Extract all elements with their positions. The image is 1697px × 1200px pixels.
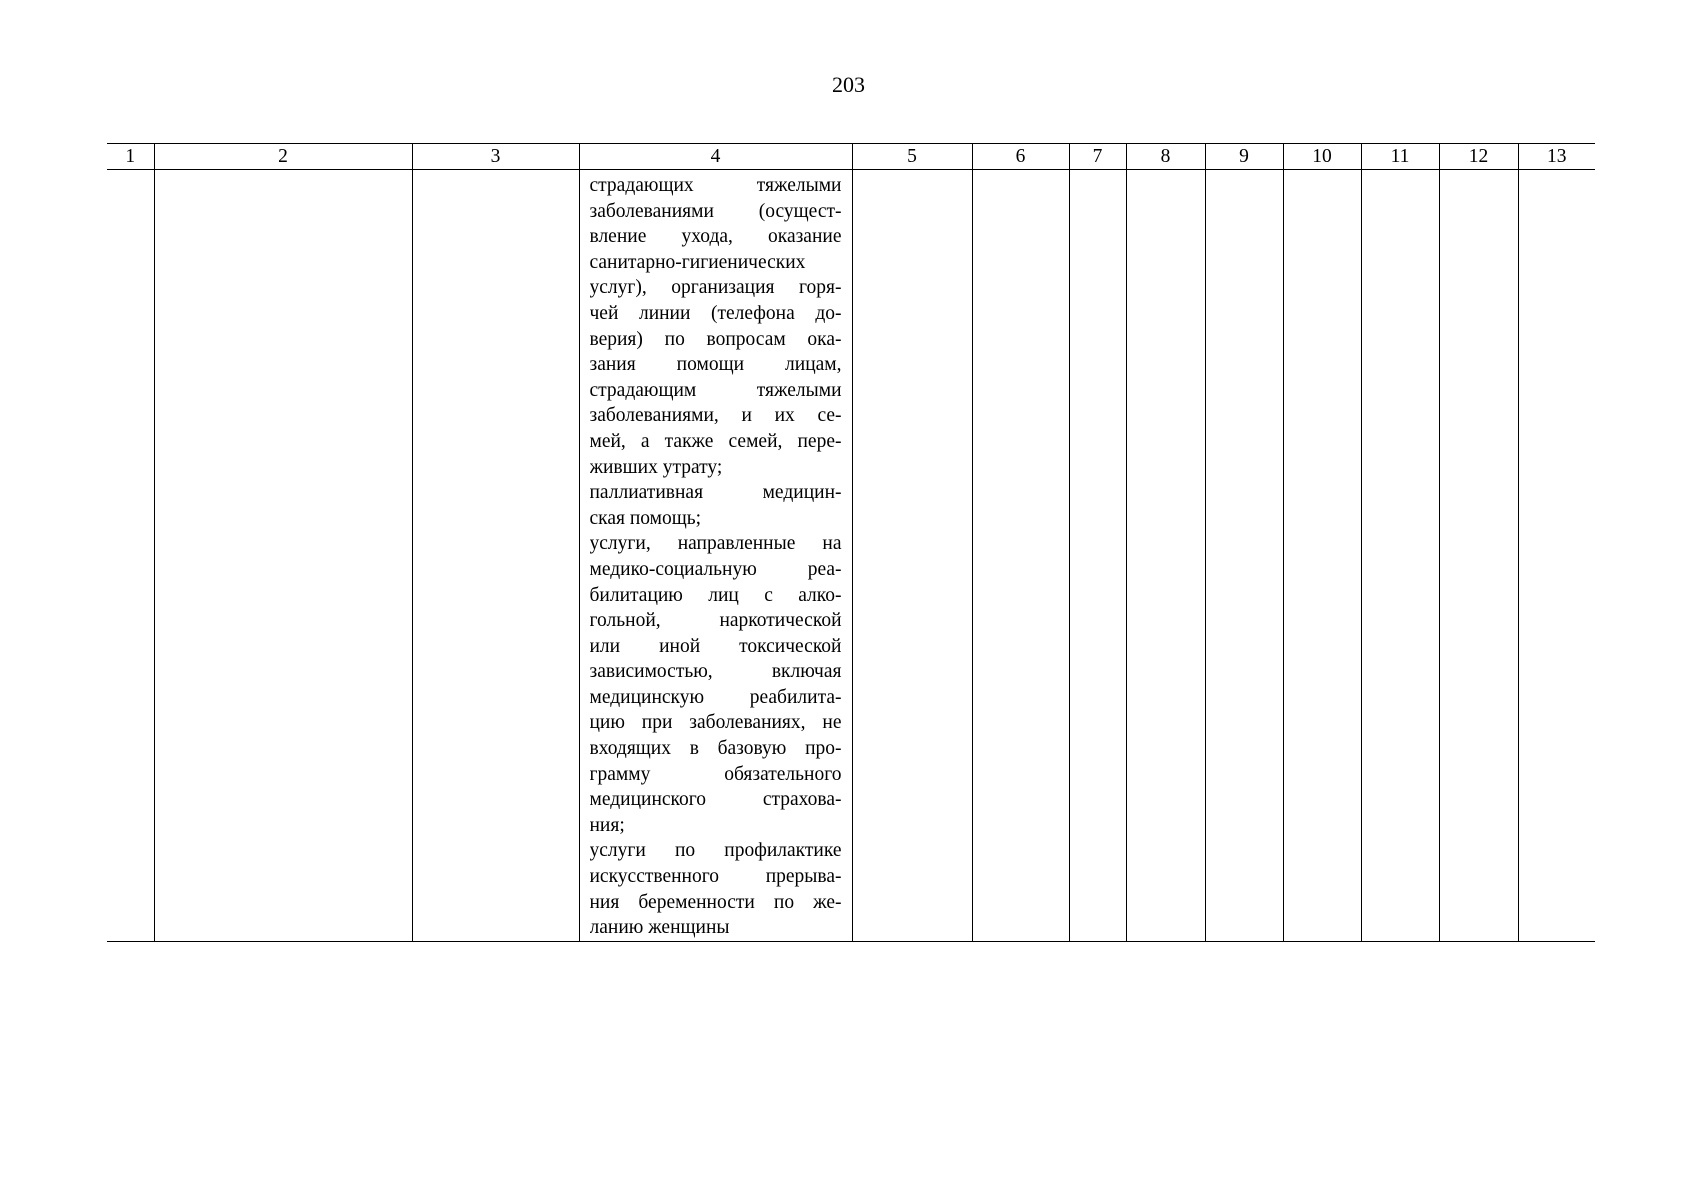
- col-header-12: 12: [1439, 144, 1518, 170]
- cell-text-line: ланию женщины: [589, 917, 730, 939]
- cell-text-line: страдающим тяжелыми: [589, 379, 842, 401]
- cell-text-line: зависимостью, включая: [589, 661, 842, 683]
- cell-text-line: зания помощи лицам,: [589, 354, 842, 376]
- cell-text-line: входящих в базовую про-: [589, 738, 842, 760]
- header-row: [107, 144, 1595, 170]
- col-header-11: 11: [1361, 144, 1439, 170]
- cell-text-line: услуги, направленные на: [589, 533, 842, 555]
- cell-text-line: санитарно-гигиенических: [589, 251, 806, 273]
- cell-text-line: живших утрату;: [589, 456, 723, 478]
- col-header-8: 8: [1126, 144, 1205, 170]
- cell-text-line: ская помощь;: [589, 507, 702, 529]
- cell-col-4: [579, 170, 852, 942]
- cell-text-line: ния;: [589, 814, 625, 836]
- col-header-1: 1: [107, 144, 154, 170]
- col-header-3: 3: [412, 144, 579, 170]
- cell-text-line: ния беременности по же-: [589, 891, 842, 913]
- cell-text-line: гольной, наркотической: [589, 610, 842, 632]
- col-header-7: 7: [1069, 144, 1126, 170]
- cell-text-line: услуг), организация горя-: [589, 277, 842, 299]
- cell-text-line: паллиативная медицин-: [589, 482, 842, 504]
- col-header-9: 9: [1205, 144, 1283, 170]
- cell-col-9: [1205, 170, 1283, 942]
- col-header-6: 6: [972, 144, 1069, 170]
- cell-col-3: [412, 170, 579, 942]
- page-number: 203: [832, 72, 865, 97]
- cell-col-12: [1439, 170, 1518, 942]
- cell-text-line: страдающих тяжелыми: [589, 175, 842, 196]
- cell-text-line: медико-социальную реа-: [589, 558, 842, 580]
- col-header-2: 2: [154, 144, 412, 170]
- cell-col-11: [1361, 170, 1439, 942]
- cell-text-line: вление ухода, оказание: [589, 226, 842, 248]
- cell-text-line: цию при заболеваниях, не: [589, 712, 842, 734]
- cell-col-10: [1283, 170, 1361, 942]
- cell-text-line: услуги по профилактике: [589, 840, 842, 862]
- col-header-10: 10: [1283, 144, 1361, 170]
- cell-text-line: билитацию лиц с алко-: [589, 584, 842, 606]
- cell-col-6: [972, 170, 1069, 942]
- cell-text-line: или иной токсической: [589, 635, 842, 657]
- cell-col-1: [107, 170, 154, 942]
- cell-text-line: чей линии (телефона до-: [589, 302, 842, 324]
- cell-text-line: верия) по вопросам ока-: [589, 328, 842, 350]
- cell-col-5: [852, 170, 972, 942]
- data-table: [107, 143, 1595, 942]
- cell-text-line: грамму обязательного: [589, 763, 842, 785]
- cell-text-line: медицинскую реабилита-: [589, 686, 842, 708]
- cell-col-13: [1518, 170, 1595, 942]
- col-header-13: 13: [1518, 144, 1595, 170]
- cell-text-line: заболеваниями, и их се-: [589, 405, 842, 427]
- col-header-5: 5: [852, 144, 972, 170]
- cell-col-7: [1069, 170, 1126, 942]
- cell-text-line: искусственного прерыва-: [589, 866, 842, 888]
- cell-col-8: [1126, 170, 1205, 942]
- cell-col-2: [154, 170, 412, 942]
- col-header-4: 4: [579, 144, 852, 170]
- cell-text-line: медицинского страхова-: [589, 789, 842, 811]
- cell-text-line: мей, а также семей, пере-: [589, 430, 842, 452]
- cell-col-4-text: [590, 170, 842, 941]
- cell-text-line: заболеваниями (осущест-: [589, 200, 842, 222]
- table-row: [107, 170, 1595, 942]
